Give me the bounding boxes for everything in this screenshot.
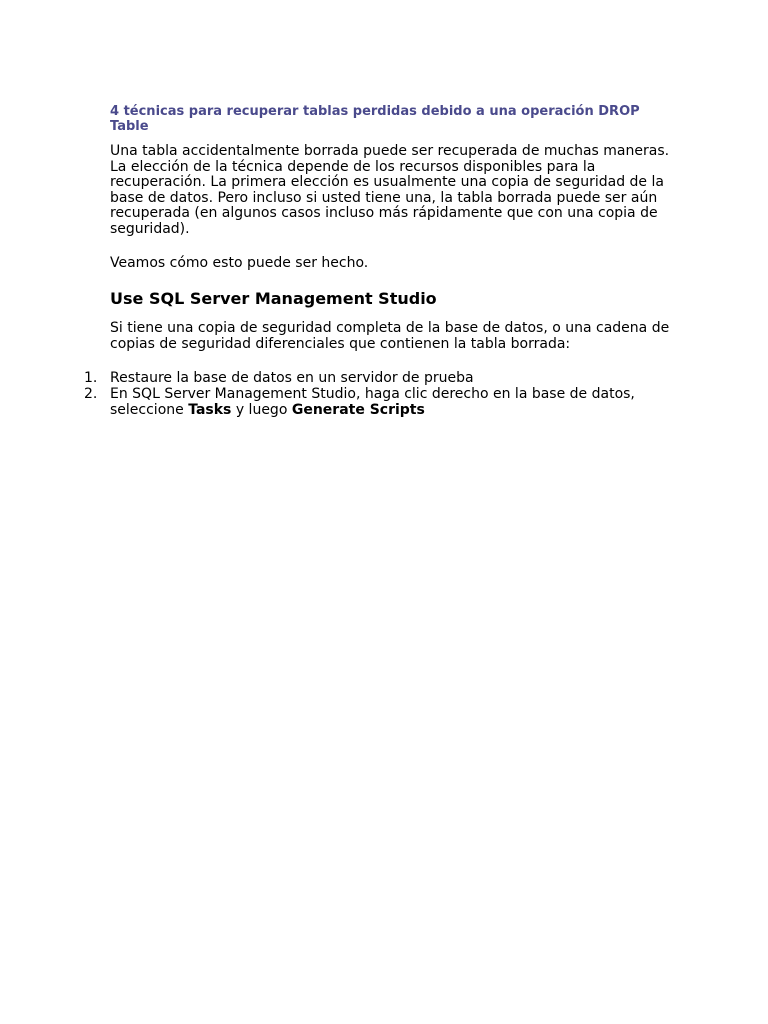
- intro-paragraph: Una tabla accidentalmente borrada puede ser recuperada de muchas maneras. La elección de la técnica depende de los recursos disponibles para la recuperación. La primera elección es usualmente una copia de seguridad de la base de datos. Pero incluso si usted tiene una, la tabla borrada puede ser aún recuperada (en algunos casos incluso más rápidamente que con una copia de seguridad).: [110, 143, 670, 237]
- list-item: [84, 370, 670, 387]
- list-item: [84, 386, 670, 419]
- document-page: [84, 104, 670, 419]
- section-body-paragraph: Si tiene una copia de seguridad completa de la base de datos, o una cadena de copias de seguridad diferenciales que contienen la tabla borrada:: [110, 320, 670, 352]
- list-item-text-middle: y luego: [231, 402, 292, 419]
- list-item-number: 1.: [84, 370, 98, 387]
- list-item-number: 2.: [84, 386, 98, 403]
- steps-list: [84, 370, 670, 419]
- tasks-menu-reference: Tasks: [188, 402, 232, 419]
- section-heading: Use SQL Server Management Studio: [110, 289, 437, 309]
- generate-scripts-reference: Generate Scripts: [291, 402, 425, 419]
- document-title: 4 técnicas para recuperar tablas perdidas debido a una operación DROP Table: [110, 104, 640, 134]
- list-item-text: En SQL Server Management Studio, haga clic derecho en la base de datos, seleccione: [110, 386, 635, 419]
- list-item-text: Restaure la base de datos en un servidor de prueba: [110, 370, 474, 387]
- lead-in-paragraph: Veamos cómo esto puede ser hecho.: [110, 254, 369, 271]
